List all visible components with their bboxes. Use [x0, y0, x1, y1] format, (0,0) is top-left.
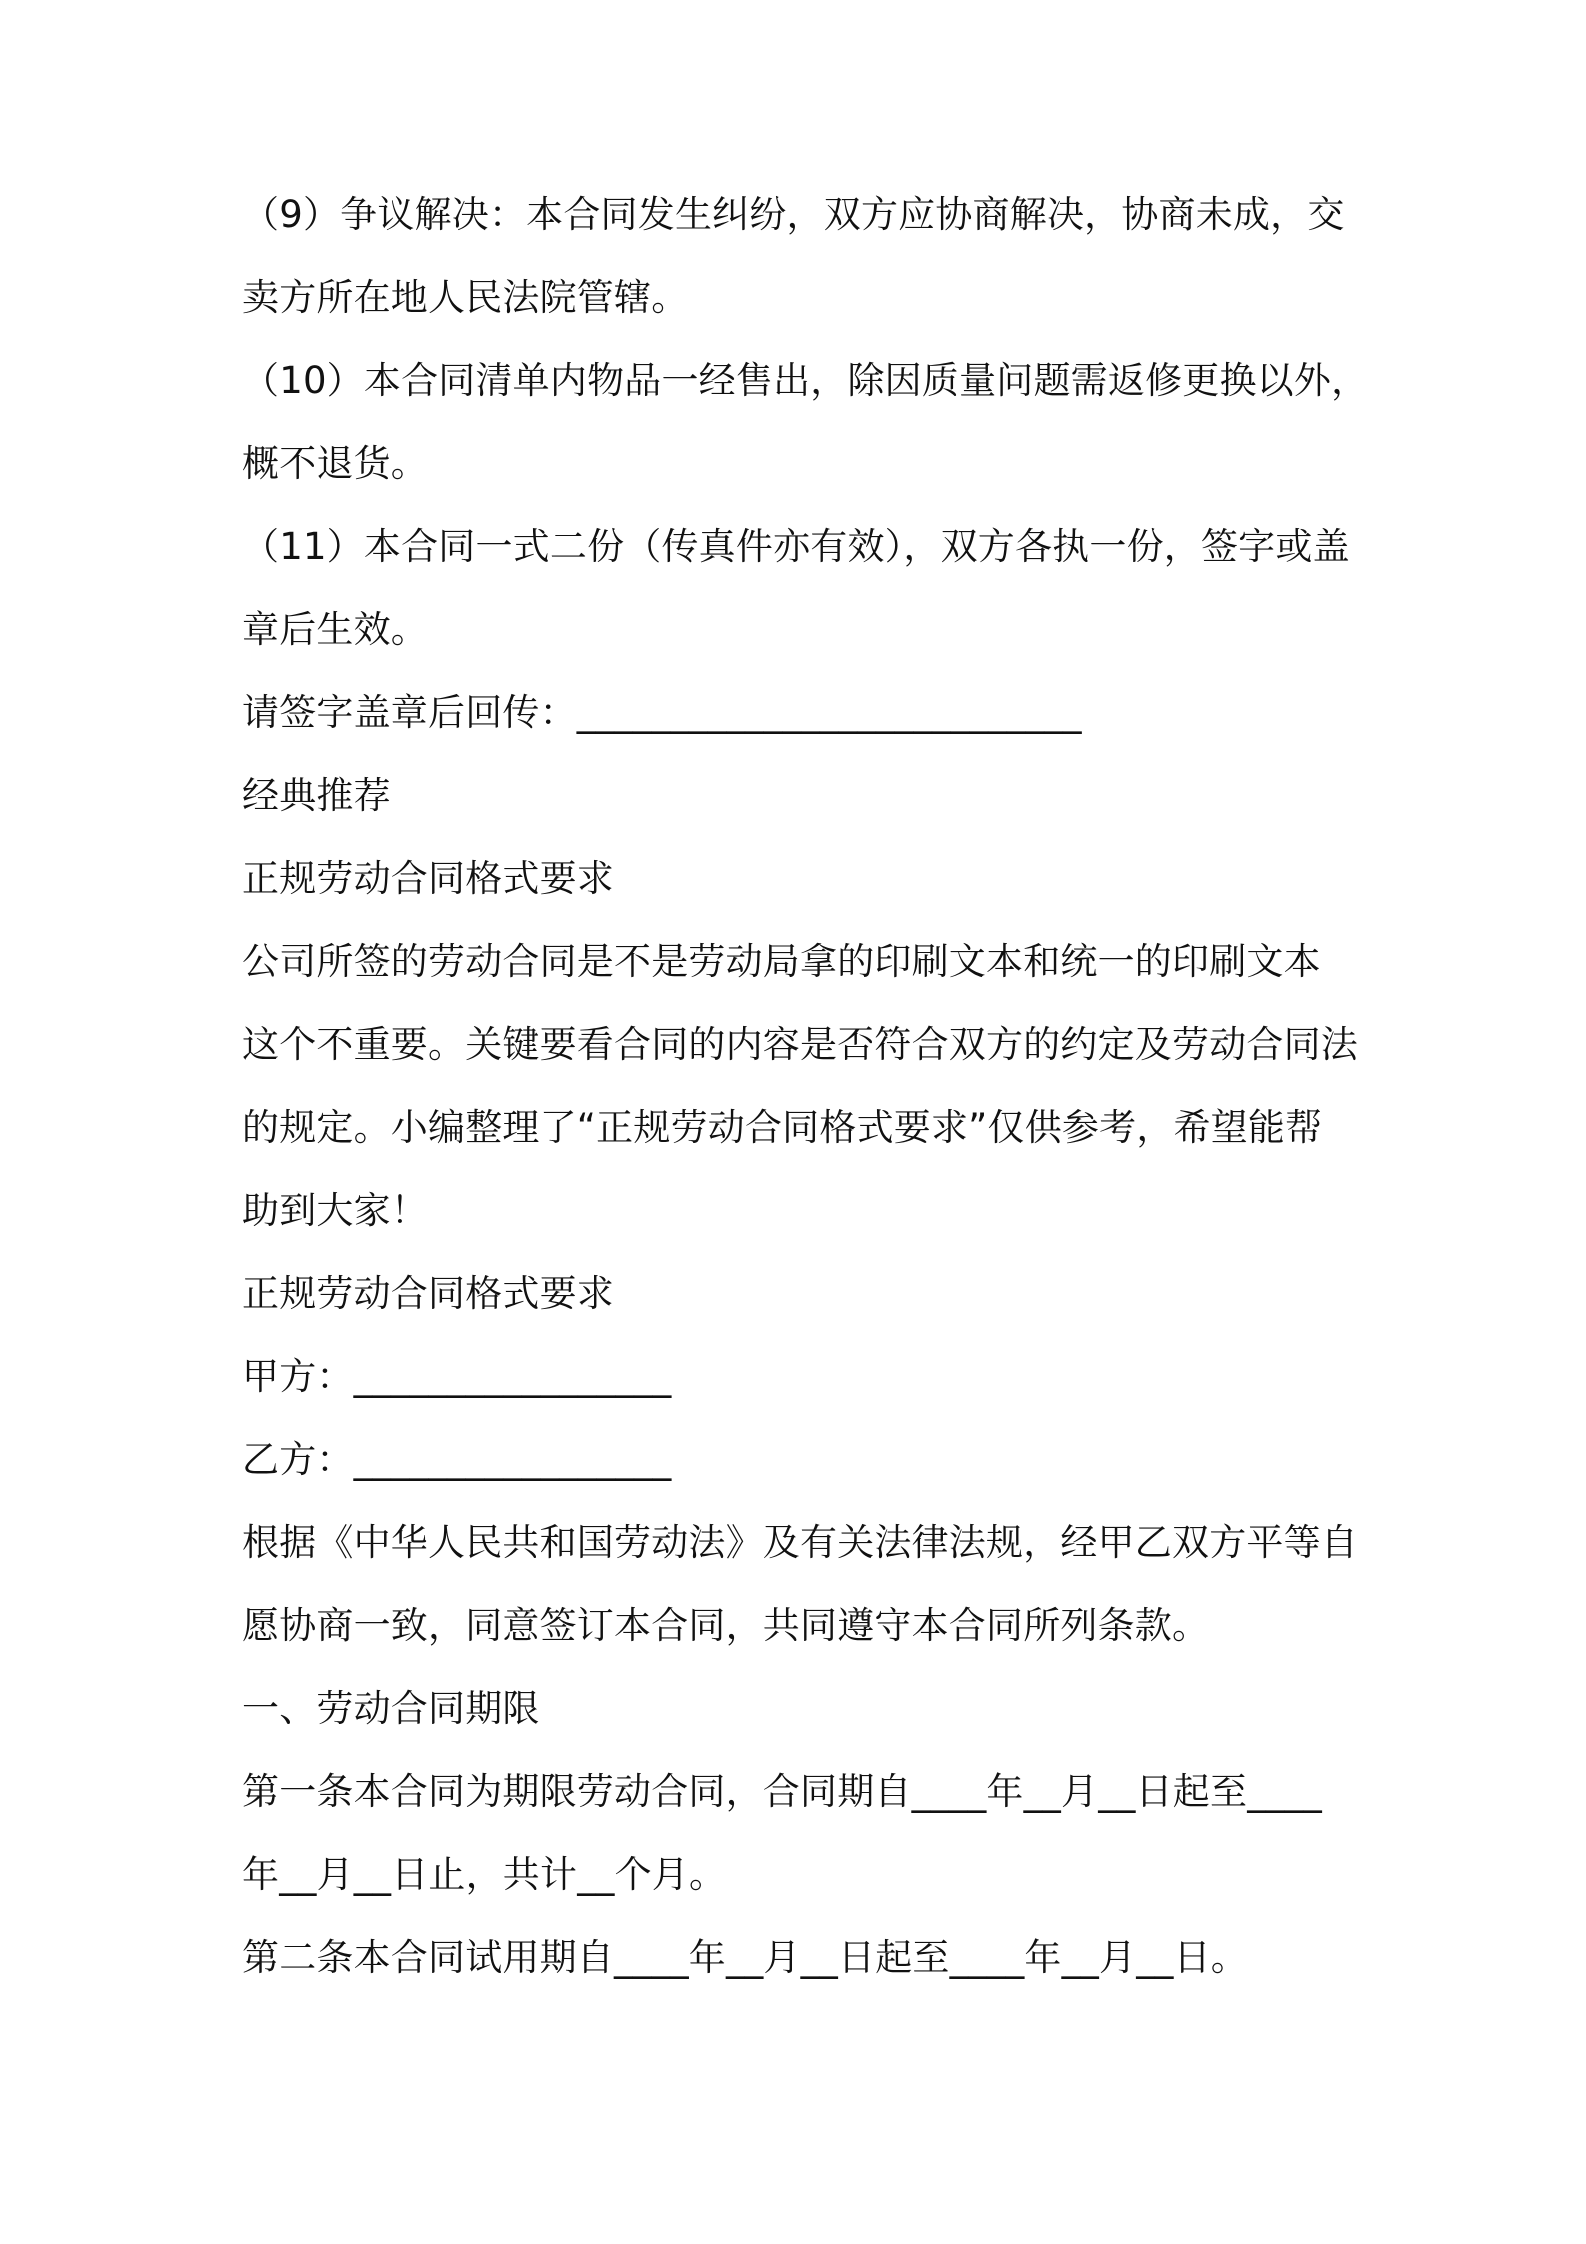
party-b-line: 乙方：_________________: [242, 1438, 672, 1481]
intro-line-4: 助到大家！: [242, 1189, 428, 1232]
contract-title: 正规劳动合同格式要求: [242, 1272, 614, 1315]
signature-return-line: 请签字盖章后回传：___________________________: [242, 691, 1082, 734]
article-2-line: 第二条本合同试用期自____年__月__日起至____年__月__日。: [242, 1936, 1248, 1979]
intro-line-1: 公司所签的劳动合同是不是劳动局拿的印刷文本和统一的印刷文本: [242, 940, 1321, 983]
clause-10-line-1: （10）本合同清单内物品一经售出，除因质量问题需返修更换以外，: [242, 359, 1369, 402]
section-1-heading: 一、劳动合同期限: [242, 1687, 540, 1730]
article-1-line-2: 年__月__日止，共计__个月。: [242, 1853, 727, 1896]
clause-9-line-2: 卖方所在地人民法院管辖。: [242, 276, 689, 319]
intro-line-2: 这个不重要。关键要看合同的内容是否符合双方的约定及劳动合同法: [242, 1023, 1358, 1066]
article-1-line-1: 第一条本合同为期限劳动合同，合同期自____年__月__日起至____: [242, 1770, 1322, 1813]
clause-11-line-2: 章后生效。: [242, 608, 428, 651]
party-a-line: 甲方：_________________: [242, 1355, 672, 1398]
preamble-line-1: 根据《中华人民共和国劳动法》及有关法律法规，经甲乙双方平等自: [242, 1521, 1358, 1564]
clause-9-line-1: （9）争议解决：本合同发生纠纷，双方应协商解决，协商未成，交: [242, 193, 1345, 236]
preamble-line-2: 愿协商一致，同意签订本合同，共同遵守本合同所列条款。: [242, 1604, 1210, 1647]
intro-line-3: 的规定。小编整理了“正规劳动合同格式要求”仅供参考，希望能帮: [242, 1106, 1323, 1149]
article-title: 正规劳动合同格式要求: [242, 857, 614, 900]
clause-11-line-1: （11）本合同一式二份（传真件亦有效），双方各执一份，签字或盖: [242, 525, 1350, 568]
recommendation-heading: 经典推荐: [242, 774, 391, 817]
clause-10-line-2: 概不退货。: [242, 442, 428, 485]
